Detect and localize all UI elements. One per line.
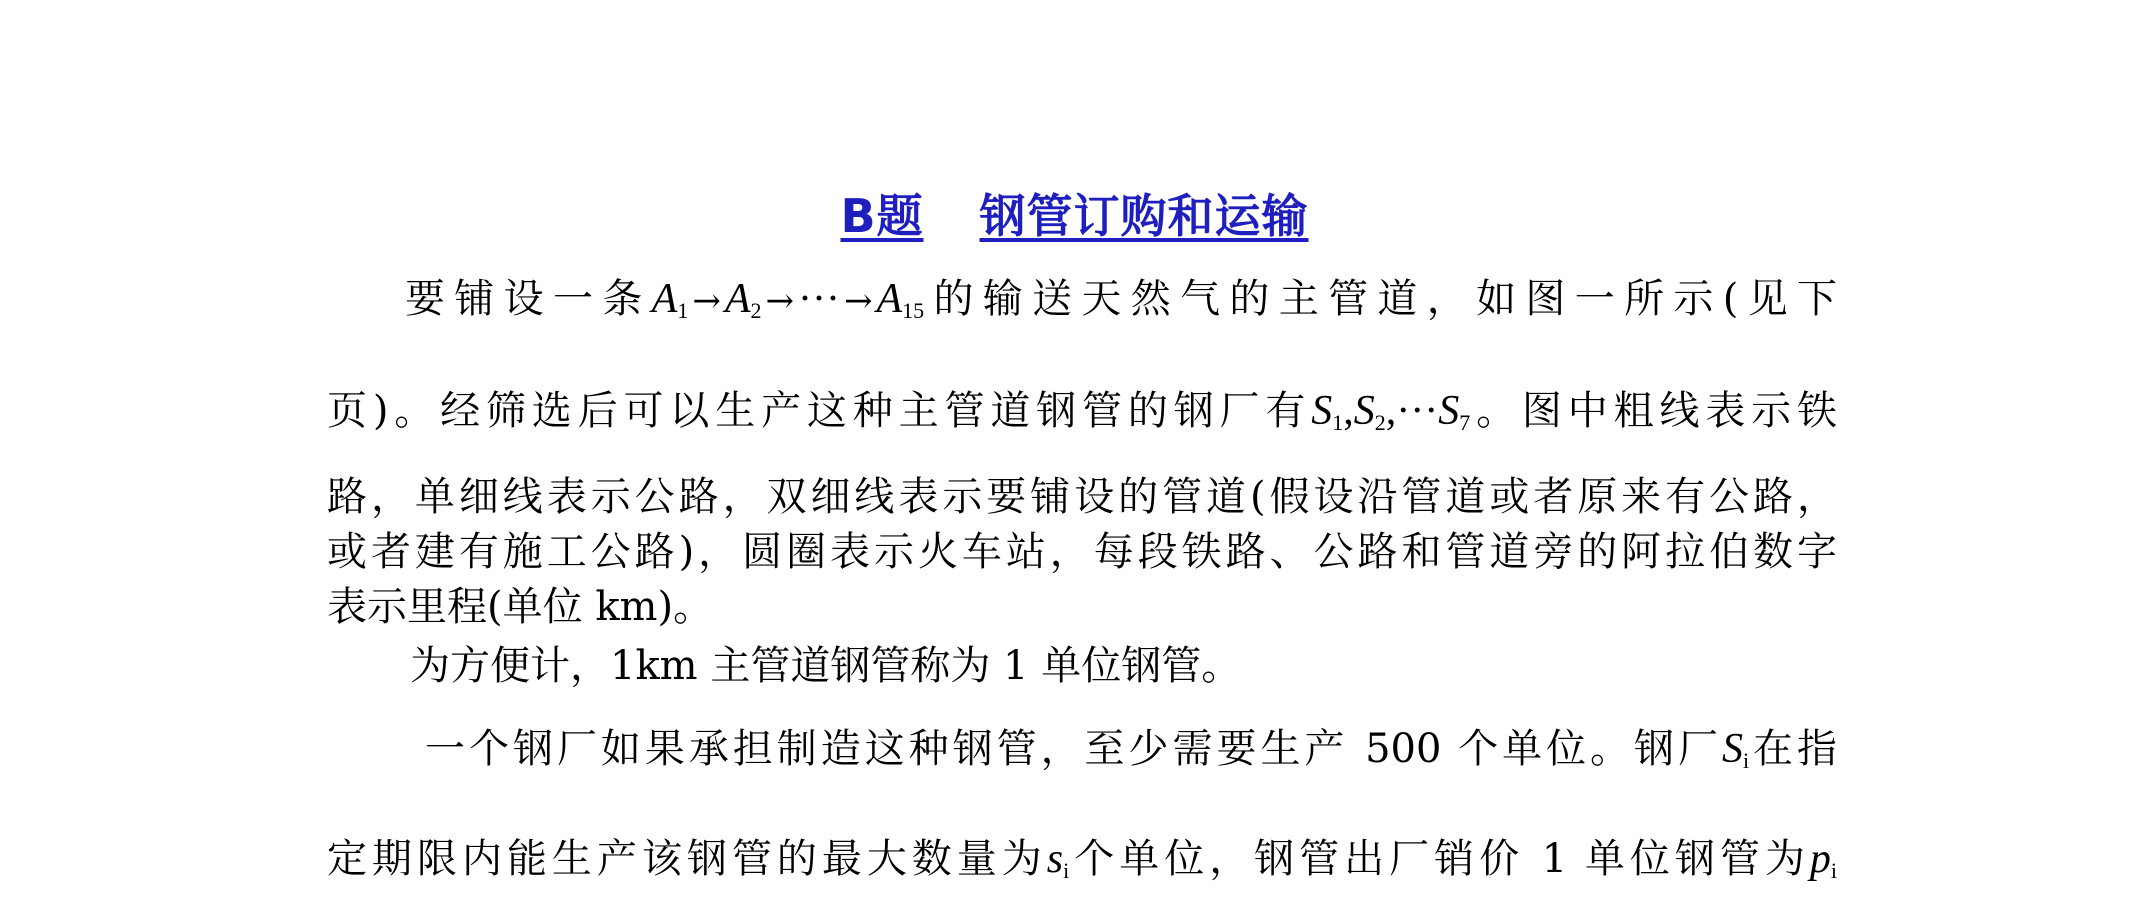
text-segment: 一个钢厂如果承担制造这种钢管，至少需要生产 500 个单位。钢厂 (425, 726, 1722, 772)
capacity-variable-si: $s_i$ (1046, 836, 1070, 883)
paragraph-1-line-3: 路，单细线表示公路，双细线表示要铺设的管道(假设沿管道或者原来有公路， (327, 474, 1837, 520)
paragraph-2: 为方便计，1km 主管道钢管称为 1 单位钢管。 (410, 643, 1242, 689)
text-segment: 。图中粗线表示铁 (1470, 388, 1837, 434)
text-segment: 在指 (1749, 726, 1838, 772)
price-variable-pi: $p_i$ (1809, 836, 1837, 883)
paragraph-1-line-1 (405, 274, 1837, 336)
text-segment: 的输送天然气的主管道，如图一所示(见下 (924, 276, 1838, 322)
plant-variable-Si: $S_i$ (1721, 726, 1750, 773)
paragraph-1-line-5: 表示里程(单位 km)。 (327, 584, 714, 630)
problem-title[interactable] (0, 180, 2149, 246)
problem-title-text: 钢管订购和运输 (979, 189, 1309, 243)
text-segment: 页)。经筛选后可以生产这种主管道钢管的钢厂有 (327, 388, 1312, 434)
paragraph-3-line-2 (327, 834, 1837, 896)
pipeline-expression: $A_1 \to A_2$ →··· $\to A_{15}$ (651, 276, 925, 323)
paragraph-3-line-1 (425, 724, 1837, 786)
text-segment: 个单位，钢管出厂销价 1 单位钢管为 (1069, 836, 1810, 882)
paragraph-1-line-4: 或者建有施工公路)，圆圈表示火车站，每段铁路、公路和管道旁的阿拉伯数字 (327, 529, 1837, 575)
text-segment: 要铺设一条 (405, 276, 652, 322)
steel-plant-expression: $S_1,S_2,\cdot\cdot\cdot S_7$ (1311, 388, 1471, 435)
text-segment: 定期限内能生产该钢管的最大数量为 (327, 836, 1047, 882)
problem-label: B题 (840, 189, 924, 243)
paragraph-1-line-2 (327, 386, 1837, 448)
